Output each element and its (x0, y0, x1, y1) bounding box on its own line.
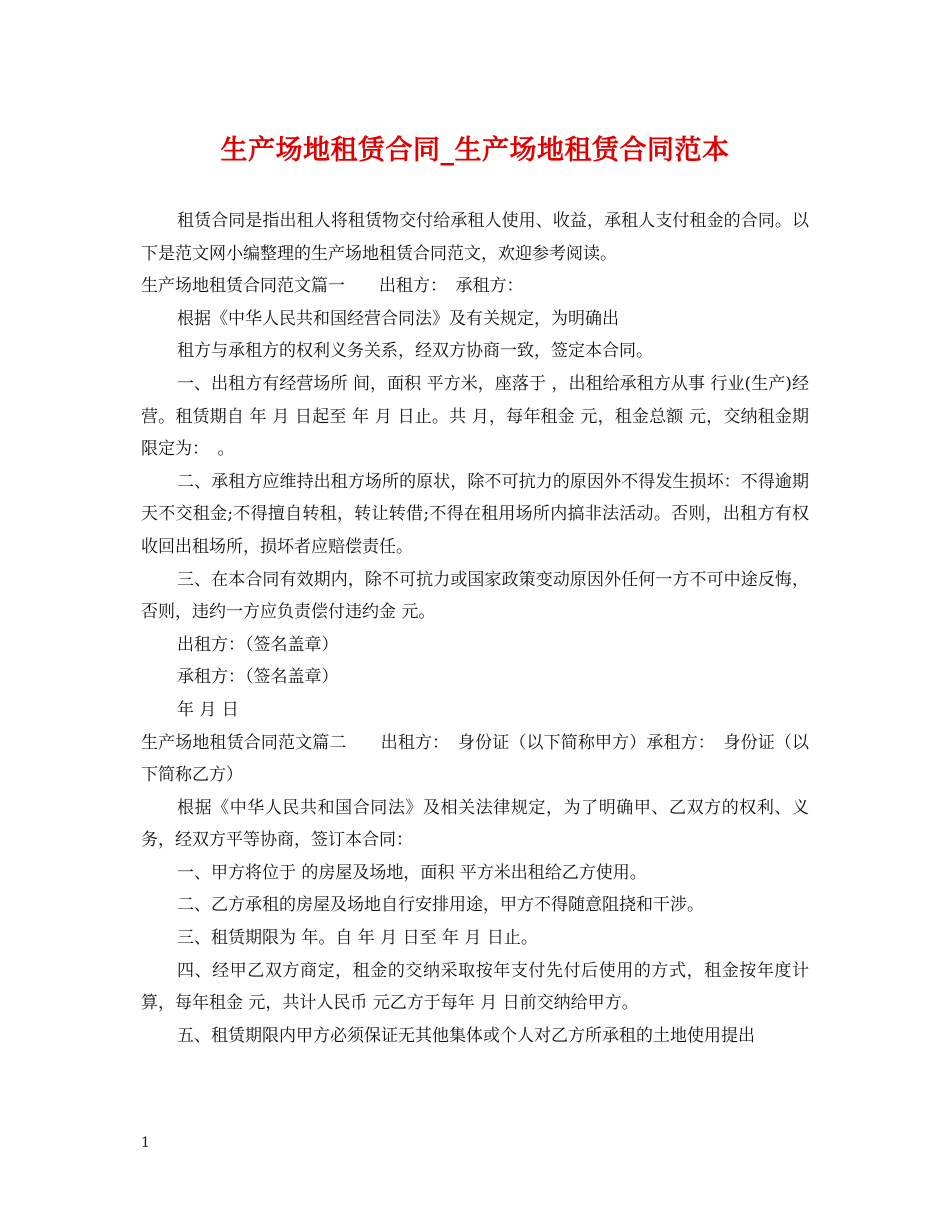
paragraph-date: 年 月 日 (177, 699, 239, 720)
paragraph-section-two-heading: 生产场地租赁合同范文篇二 出租方： 身份证（以下简称甲方）承租方： 身份证（以下简称乙方） (141, 732, 809, 786)
paragraph-intro: 租赁合同是指出租人将租赁物交付给承租人使用、收益，承租人支付租金的合同。以下是范文网小编整理的生产场地租赁合同范文，欢迎参考阅读。 (141, 211, 809, 264)
paragraph-basis-one: 根据《中华人民共和国经营合同法》及有关规定，为明确出 (177, 308, 619, 329)
document-title: 生产场地租赁合同_生产场地租赁合同范本 (220, 135, 730, 166)
paragraph-term-1: 一、甲方将位于 的房屋及场地，面积 平方米出租给乙方使用。 (177, 862, 647, 883)
paragraph-basis-one-cont: 租方与承租方的权利义务关系，经双方协商一致，签定本合同。 (177, 341, 653, 362)
paragraph-basis-two: 根据《中华人民共和国合同法》及相关法律规定，为了明确甲、乙双方的权利、义务，经双方平等协商，签订本合同： (141, 797, 809, 851)
document-body (141, 205, 809, 1052)
paragraph-term-2: 二、乙方承租的房屋及场地自行安排用途，甲方不得随意阻挠和干涉。 (177, 895, 704, 916)
paragraph-clause-2: 二、承租方应维持出租方场所的原状，除不可抗力的原因外不得发生损坏：不得逾期 天不交租金;不得擅自转租，转让转借;不得在租用场所内搞非法活动。否则，出租方有权收回出租场所，损坏者应赔偿责任。 (141, 471, 809, 557)
paragraph-lessor-signature: 出租方：（签名盖章） (177, 634, 339, 655)
paragraph-term-5: 五、租赁期限内甲方必须保证无其他集体或个人对乙方所承租的土地使用提出 (177, 1025, 755, 1046)
paragraph-term-4: 四、经甲乙双方商定，租金的交纳采取按年支付先付后使用的方式，租金按年度计算，每年租金 元，共计人民币 元乙方于每年 月 日前交纳给甲方。 (141, 960, 809, 1014)
paragraph-section-one-heading: 生产场地租赁合同范文篇一 出租方： 承租方： (141, 276, 524, 297)
page-number: 1 (141, 1135, 150, 1151)
paragraph-clause-1: 一、出租方有经营场所 间，面积 平方米，座落于 ，出租给承租方从事 行业(生产)经营。租赁期自 年 月 日起至 年 月 日止。共 月，每年租金 元，租金总额 元，交纳租金期限定为： 。 (141, 373, 809, 460)
paragraph-term-3: 三、租赁期限为 年。自 年 月 日至 年 月 日止。 (177, 928, 538, 949)
paragraph-lessee-signature: 承租方：（签名盖章） (177, 667, 339, 688)
paragraph-clause-3: 三、在本合同有效期内，除不可抗力或国家政策变动原因外任何一方不可中途反悔，否则，违约一方应负责偿付违约金 元。 (141, 569, 809, 623)
